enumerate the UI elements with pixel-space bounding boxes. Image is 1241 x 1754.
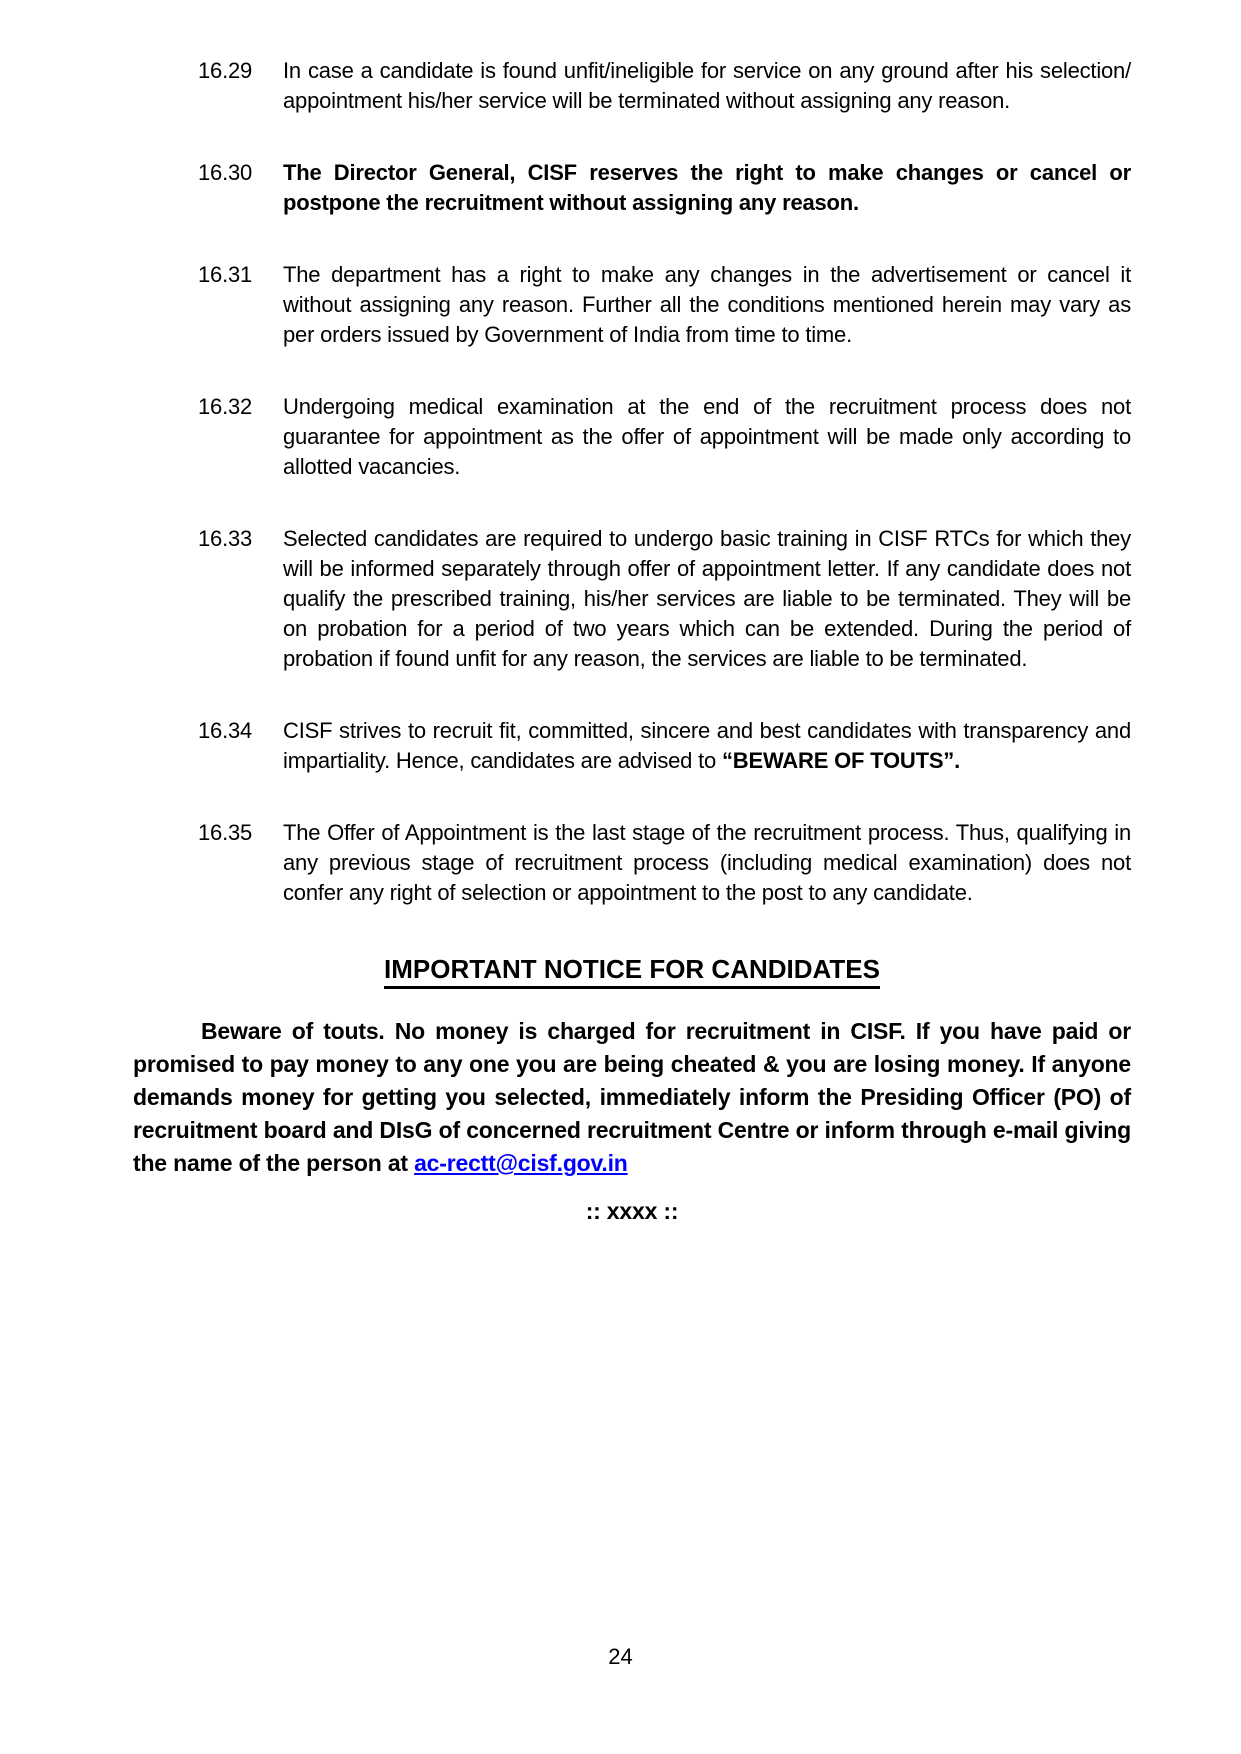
clause-16-29: [133, 56, 1131, 116]
clause-number: 16.31: [198, 262, 253, 287]
page-number: 24: [608, 1644, 633, 1669]
notice-text: Beware of touts. No money is charged for recruitment in CISF. If you have paid or promised to pay money to any one you are being cheated & you are losing money. If anyone demands money for getting you selected, immediately inform the Presiding Officer (PO) of recruitment board and DIsG of concerned recruitment Centre or inform through e-mail giving the name of the person at: [133, 1018, 1131, 1176]
clause-16-31: [133, 260, 1131, 350]
email-link[interactable]: ac-rectt@cisf.gov.in: [414, 1150, 628, 1176]
clause-text: The department has a right to make any changes in the advertisement or cancel it without assigning any reason. Further all the conditions mentioned herein may vary as per orders issued by Government of India from time to time.: [283, 262, 1131, 347]
clause-text: CISF strives to recruit fit, committed, sincere and best candidates with transparency and impartiality. Hence, candidates are advised to: [283, 718, 1131, 773]
clause-text: Undergoing medical examination at the end of the recruitment process does not guarantee for appointment as the offer of appointment will be made only according to allotted vacancies.: [283, 394, 1131, 479]
clause-text: In case a candidate is found unfit/ineligible for service on any ground after his selection/ appointment his/her service will be terminated without assigning any reason.: [283, 58, 1131, 113]
end-of-document-mark: :: xxxx ::: [585, 1198, 679, 1224]
clause-text: Selected candidates are required to undergo basic training in CISF RTCs for which they will be informed separately through offer of appointment letter. If any candidate does not qualify the prescribed training, his/her services are liable to be terminated. They will be on probation for a period of two years which can be extended. During the period of probation if found unfit for any reason, the services are liable to be terminated.: [283, 526, 1131, 671]
clause-number: 16.29: [198, 58, 253, 83]
clause-16-30: [133, 158, 1131, 218]
clause-16-32: [133, 392, 1131, 482]
clause-number: 16.30: [198, 160, 253, 185]
clause-text: The Offer of Appointment is the last stage of the recruitment process. Thus, qualifying in any previous stage of recruitment process (including medical examination) does not confer any right of selection or appointment to the post to any candidate.: [283, 820, 1131, 905]
notice-paragraph: [133, 1015, 1131, 1180]
clause-number: 16.33: [198, 526, 253, 551]
clause-text-bold-emphasis: “BEWARE OF TOUTS”.: [722, 748, 961, 773]
clause-16-34: [133, 716, 1131, 776]
clause-16-35: [133, 818, 1131, 908]
notice-heading-text: IMPORTANT NOTICE FOR CANDIDATES: [384, 954, 880, 989]
clause-number: 16.35: [198, 820, 253, 845]
clause-text: The Director General, CISF reserves the right to make changes or cancel or postpone the recruitment without assigning any reason.: [283, 160, 1131, 215]
clause-number: 16.32: [198, 394, 253, 419]
notice-heading: [133, 954, 1131, 989]
clause-16-33: [133, 524, 1131, 674]
clause-number: 16.34: [198, 718, 253, 743]
